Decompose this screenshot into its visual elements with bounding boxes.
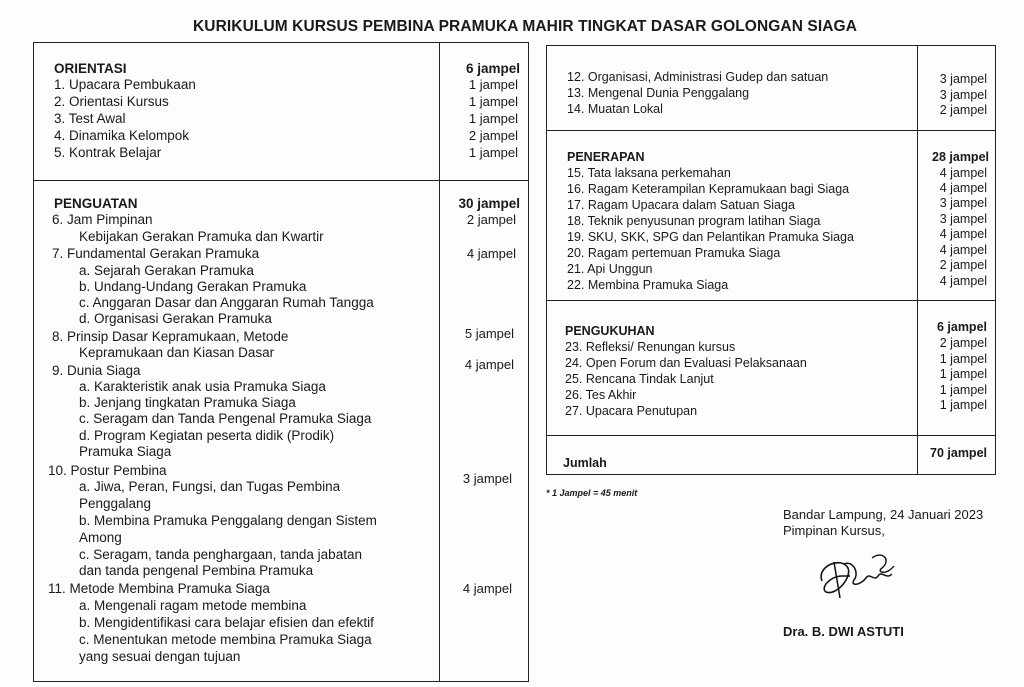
- list-item: Kepramukaan dan Kiasan Dasar: [79, 345, 275, 360]
- list-item: 18. Teknik penyusunan program latihan Siaga: [567, 214, 821, 228]
- list-item: Penggalang: [79, 496, 152, 511]
- list-item: 2. Orientasi Kursus: [54, 94, 169, 109]
- list-item: b. Undang-Undang Gerakan Pramuka: [79, 279, 307, 294]
- jampel-value: 1 jampel: [468, 111, 518, 126]
- list-item: 1. Upacara Pembukaan: [54, 77, 196, 92]
- list-item: Among: [79, 530, 122, 545]
- list-item: c. Anggaran Dasar dan Anggaran Rumah Tangga: [79, 295, 374, 310]
- jampel-value: 3 jampel: [939, 72, 987, 86]
- list-item: a. Mengenali ragam metode membina: [79, 598, 307, 613]
- list-item: d. Organisasi Gerakan Pramuka: [79, 311, 272, 326]
- section-total-penerapan: 28 jampel: [932, 150, 989, 164]
- section-heading-penguatan: PENGUATAN: [54, 196, 138, 211]
- jampel-value: 2 jampel: [466, 212, 516, 227]
- list-item: 24. Open Forum dan Evaluasi Pelaksanaan: [565, 356, 807, 370]
- place-date: Bandar Lampung, 24 Januari 2023: [783, 507, 984, 522]
- list-item: 26. Tes Akhir: [565, 388, 637, 402]
- list-item: 11. Metode Membina Pramuka Siaga: [48, 581, 270, 596]
- list-item: b. Membina Pramuka Penggalang dengan Sistem: [79, 513, 377, 528]
- jampel-value: 2 jampel: [939, 103, 987, 117]
- list-item: 19. SKU, SKK, SPG dan Pelantikan Pramuka Siaga: [567, 230, 854, 244]
- list-item: 23. Refleksi/ Renungan kursus: [565, 340, 736, 354]
- document-title: KURIKULUM KURSUS PEMBINA PRAMUKA MAHIR TINGKAT DASAR GOLONGAN SIAGA: [193, 18, 857, 35]
- left-curriculum-table: [33, 42, 529, 682]
- list-item: b. Jenjang tingkatan Pramuka Siaga: [79, 395, 296, 410]
- jampel-value: 3 jampel: [939, 88, 987, 102]
- jampel-value: 3 jampel: [939, 196, 987, 210]
- jampel-value: 5 jampel: [464, 326, 514, 341]
- list-item: c. Seragam, tanda penghargaan, tanda jabatan: [79, 547, 362, 562]
- list-item: 4. Dinamika Kelompok: [54, 128, 190, 143]
- list-item: c. Seragam dan Tanda Pengenal Pramuka Siaga: [79, 411, 372, 426]
- list-item: 6. Jam Pimpinan: [52, 212, 153, 227]
- jampel-value: 3 jampel: [939, 212, 987, 226]
- signature-image: [812, 546, 902, 606]
- list-item: dan tanda pengenal Pembina Pramuka: [79, 563, 314, 578]
- jampel-value: 1 jampel: [468, 145, 518, 160]
- jampel-value: 1 jampel: [939, 398, 987, 412]
- jampel-value: 4 jampel: [462, 581, 512, 596]
- list-item: 13. Mengenal Dunia Penggalang: [567, 86, 750, 100]
- list-item: yang sesuai dengan tujuan: [79, 649, 241, 664]
- section-total-penguatan: 30 jampel: [458, 196, 520, 211]
- section-total-orientasi: 6 jampel: [465, 61, 520, 76]
- jampel-value: 4 jampel: [939, 181, 987, 195]
- signature-block: [783, 507, 983, 539]
- list-item: 25. Rencana Tindak Lanjut: [565, 372, 714, 386]
- list-item: a. Karakteristik anak usia Pramuka Siaga: [79, 379, 326, 394]
- total-label: Jumlah: [563, 456, 607, 470]
- jampel-value: 4 jampel: [939, 166, 987, 180]
- jampel-value: 2 jampel: [939, 258, 987, 272]
- jampel-value: 4 jampel: [466, 246, 516, 261]
- list-item: 7. Fundamental Gerakan Pramuka: [52, 246, 260, 261]
- list-item: a. Sejarah Gerakan Pramuka: [79, 263, 254, 278]
- right-curriculum-table: [546, 45, 996, 475]
- footnote: * 1 Jampel = 45 menit: [546, 488, 638, 498]
- list-item: d. Program Kegiatan peserta didik (Prodik): [79, 428, 335, 443]
- list-item: 5. Kontrak Belajar: [54, 145, 162, 160]
- list-item: 14. Muatan Lokal: [567, 102, 663, 116]
- signer-role: Pimpinan Kursus,: [783, 523, 885, 538]
- list-item: 3. Test Awal: [54, 111, 126, 126]
- section-total-pengukuhan: 6 jampel: [936, 320, 987, 334]
- jampel-value: 1 jampel: [939, 383, 987, 397]
- list-item: 20. Ragam pertemuan Pramuka Siaga: [567, 246, 781, 260]
- list-item: a. Jiwa, Peran, Fungsi, dan Tugas Pembina: [79, 479, 341, 494]
- jampel-value: 1 jampel: [939, 367, 987, 381]
- jampel-value: 1 jampel: [468, 94, 518, 109]
- list-item: b. Mengidentifikasi cara belajar efisien dan efektif: [79, 615, 374, 630]
- jampel-value: 4 jampel: [939, 243, 987, 257]
- list-item: Kebijakan Gerakan Pramuka dan Kwartir: [79, 229, 324, 244]
- list-item: 16. Ragam Keterampilan Kepramukaan bagi Siaga: [567, 182, 850, 196]
- jampel-value: 2 jampel: [468, 128, 518, 143]
- list-item: 8. Prinsip Dasar Kepramukaan, Metode: [52, 329, 289, 344]
- jampel-value: 4 jampel: [939, 227, 987, 241]
- jampel-value: 1 jampel: [468, 77, 518, 92]
- list-item: 22. Membina Pramuka Siaga: [567, 278, 729, 292]
- list-item: 9. Dunia Siaga: [52, 363, 141, 378]
- list-item: 12. Organisasi, Administrasi Gudep dan satuan: [567, 70, 829, 84]
- section-heading-penerapan: PENERAPAN: [567, 150, 645, 164]
- list-item: Pramuka Siaga: [79, 444, 172, 459]
- list-item: 27. Upacara Penutupan: [565, 404, 698, 418]
- list-item: 15. Tata laksana perkemahan: [567, 166, 731, 180]
- jampel-value: 1 jampel: [939, 352, 987, 366]
- section-heading-orientasi: ORIENTASI: [54, 61, 127, 76]
- jampel-value: 3 jampel: [462, 471, 512, 486]
- section-heading-pengukuhan: PENGUKUHAN: [565, 324, 655, 338]
- jampel-value: 4 jampel: [464, 357, 514, 372]
- total-value: 70 jampel: [930, 446, 987, 460]
- signer-name: Dra. B. DWI ASTUTI: [783, 624, 904, 639]
- list-item: 21. Api Unggun: [567, 262, 653, 276]
- jampel-value: 4 jampel: [939, 274, 987, 288]
- jampel-value: 2 jampel: [939, 336, 987, 350]
- list-item: 10. Postur Pembina: [48, 463, 167, 478]
- list-item: c. Menentukan metode membina Pramuka Siaga: [79, 632, 372, 647]
- list-item: 17. Ragam Upacara dalam Satuan Siaga: [567, 198, 795, 212]
